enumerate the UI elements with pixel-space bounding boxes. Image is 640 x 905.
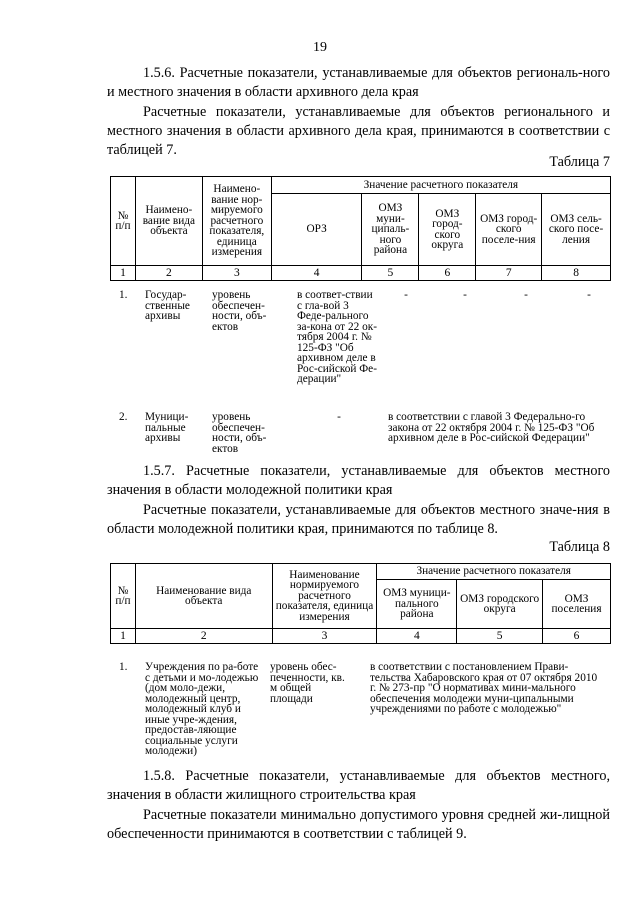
t7-colnum: 3 — [202, 266, 271, 281]
t7-head-orz: ОРЗ — [271, 194, 362, 266]
t8-colnum: 1 — [111, 629, 136, 644]
section-156-heading-text: 1.5.6. Расчетные показатели, устанавливаемые для объектов региональ-ного и местного значения в области архивного дела края — [107, 65, 610, 100]
page-number: 19 — [313, 40, 327, 55]
t8-row1-indicator: уровень обес-печенности, кв. м общей площади — [270, 661, 345, 705]
t8-head-omz-settlement: ОМЗ поселения — [543, 580, 611, 629]
t8-row1-num: 1. — [119, 661, 128, 673]
section-157-heading — [107, 462, 610, 500]
t7-row1-omz-mun: - — [404, 289, 408, 301]
t7-head-indicator: Наимено-вание нор-мируемого расчетного показателя, единица измерения — [202, 177, 271, 266]
t8-head-num: № п/п — [111, 564, 136, 629]
section-156-heading — [107, 64, 610, 102]
t7-head-value-group: Значение расчетного показателя — [271, 177, 610, 194]
table7-header — [110, 176, 611, 281]
t8-colnum: 6 — [543, 629, 611, 644]
t7-row1-omz-settlement: - — [524, 289, 528, 301]
t8-head-omz-city: ОМЗ городского округа — [457, 580, 543, 629]
t7-colnum: 5 — [362, 266, 419, 281]
t7-row1-omz-city: - — [463, 289, 467, 301]
section-156-intro-text: Расчетные показатели, устанавливаемые для объектов регионального и местного значения в области архивного дела края, принимаются в соответствии с таблицей 7. — [107, 104, 610, 158]
t7-row2-orz: - — [337, 411, 341, 423]
t7-head-num: № п/п — [111, 177, 136, 266]
t7-colnum: 2 — [135, 266, 202, 281]
table7-caption: Таблица 7 — [549, 154, 610, 170]
t8-colnum: 2 — [135, 629, 272, 644]
t7-colnum: 1 — [111, 266, 136, 281]
t7-colnum: 8 — [542, 266, 611, 281]
t7-head-omz-mun: ОМЗ муни-ципаль-ного района — [362, 194, 419, 266]
t7-row2-object-type: Муници-пальные архивы — [145, 411, 189, 444]
t8-row1-omz-merged: в соответствии с постановлением Прави-тельства Хабаровского края от 07 октября 2010 г. № 273-пр "О нормативах мини-мального обеспечения молодежи муни-ципальными учреждениями по работе с молодежью" — [370, 661, 598, 715]
t7-row1-indicator: уровень обеспечен-ности, объ-ектов — [212, 289, 267, 333]
t8-head-object-type: Наименование вида объекта — [135, 564, 272, 629]
section-157-intro-text: Расчетные показатели, устанавливаемые для объектов местного значе-ния в области молодежной политики края, принимаются по таблице 8. — [107, 502, 610, 537]
section-158-intro-text: Расчетные показатели минимально допустимого уровня средней жи-лищной обеспеченности принимаются в соответствии с таблицей 9. — [107, 807, 610, 842]
t7-colnum: 7 — [476, 266, 542, 281]
t7-colnum: 6 — [419, 266, 476, 281]
t7-head-object-type: Наимено-вание вида объекта — [135, 177, 202, 266]
section-158-intro — [107, 806, 610, 844]
section-158-heading-text: 1.5.8. Расчетные показатели, устанавливаемые для объектов местного, значения в области жилищного строительства края — [107, 768, 610, 803]
t8-head-omz-mun: ОМЗ муници-пального района — [377, 580, 457, 629]
t7-row2-num: 2. — [119, 411, 128, 423]
t7-row1-object-type: Государ-ственные архивы — [145, 289, 190, 322]
section-156-intro — [107, 103, 610, 160]
t7-colnum: 4 — [271, 266, 362, 281]
t7-head-omz-settlement: ОМЗ город-ского поселе-ния — [476, 194, 542, 266]
t7-row1-omz-rural: - — [587, 289, 591, 301]
t7-row1-num: 1. — [119, 289, 128, 301]
t8-colnum: 5 — [457, 629, 543, 644]
t7-row2-omz-merged: в соответствии с главой 3 Федерально-го закона от 22 октября 2004 г. № 125-ФЗ "Об архивном деле в Рос-сийской Федерации" — [388, 411, 595, 444]
t7-head-omz-city: ОМЗ город-ского округа — [419, 194, 476, 266]
section-157-intro — [107, 501, 610, 539]
t7-head-omz-rural: ОМЗ сель-ского посе-ления — [542, 194, 611, 266]
t8-colnum: 4 — [377, 629, 457, 644]
t8-head-value-group: Значение расчетного показателя — [377, 564, 611, 580]
table8-header — [110, 563, 611, 644]
t7-row2-indicator: уровень обеспечен-ности, объ-ектов — [212, 411, 267, 455]
section-158-heading — [107, 767, 610, 805]
t8-row1-object-type: Учреждения по ра-боте с детьми и мо-лодежью (дом моло-дежи, молодежный центр, молодежный клуб и иные учре-ждения, предостав-ляющие социальные услуги молодежи) — [145, 661, 259, 757]
table8-caption: Таблица 8 — [549, 539, 610, 555]
t7-row1-orz: в соответ-ствии с гла-вой 3 Феде-рального за-кона от 22 ок-тября 2004 г. № 125-ФЗ "Об архивном деле в Рос-сийской Фе-дерации" — [297, 289, 377, 385]
section-157-heading-text: 1.5.7. Расчетные показатели, устанавливаемые для объектов местного значения в области молодежной политики края — [107, 463, 610, 498]
t8-colnum: 3 — [272, 629, 377, 644]
t8-head-indicator: Наименование нормируемого расчетного показателя, единица измерения — [272, 564, 377, 629]
